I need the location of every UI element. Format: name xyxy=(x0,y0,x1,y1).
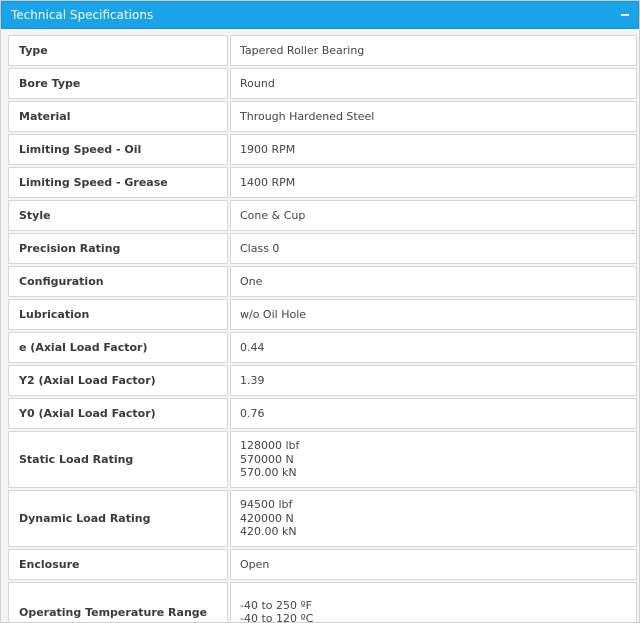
spec-value xyxy=(230,365,637,396)
spec-value-line: Tapered Roller Bearing xyxy=(240,43,365,57)
spec-label: Y0 (Axial Load Factor) xyxy=(8,398,228,429)
spec-label: Bore Type xyxy=(8,68,228,99)
spec-value xyxy=(230,101,637,132)
spec-row xyxy=(8,582,637,623)
spec-value-line: 570000 N xyxy=(240,452,294,466)
spec-value-line: 128000 lbf xyxy=(240,439,300,453)
spec-value-line: Round xyxy=(240,76,275,90)
spec-row xyxy=(8,233,637,264)
spec-row xyxy=(8,266,637,297)
spec-value-line: w/o Oil Hole xyxy=(240,307,307,321)
spec-row xyxy=(8,35,637,66)
spec-value xyxy=(230,200,637,231)
spec-value-line: One xyxy=(240,274,263,288)
spec-label: Limiting Speed - Grease xyxy=(8,167,228,198)
spec-value-line: 1400 RPM xyxy=(240,175,296,189)
spec-row xyxy=(8,398,637,429)
spec-label: Static Load Rating xyxy=(8,431,228,488)
spec-value-line: 420.00 kN xyxy=(240,525,297,539)
spec-label: Operating Temperature Range xyxy=(8,582,228,623)
specifications-table-body xyxy=(8,35,637,623)
spec-value xyxy=(230,68,637,99)
spec-label: Style xyxy=(8,200,228,231)
spec-value xyxy=(230,431,637,488)
spec-row xyxy=(8,299,637,330)
spec-label: Enclosure xyxy=(8,549,228,580)
spec-label: Configuration xyxy=(8,266,228,297)
spec-row xyxy=(8,549,637,580)
spec-row xyxy=(8,101,637,132)
spec-row xyxy=(8,200,637,231)
spec-value-line: 0.44 xyxy=(240,340,265,354)
spec-value-line: -40 to 120 ºC xyxy=(240,612,314,623)
spec-row xyxy=(8,167,637,198)
spec-value xyxy=(230,549,637,580)
spec-value xyxy=(230,490,637,547)
spec-label: Limiting Speed - Oil xyxy=(8,134,228,165)
spec-value-line: 94500 lbf xyxy=(240,498,293,512)
spec-value-line: 1.39 xyxy=(240,373,265,387)
spec-row xyxy=(8,134,637,165)
spec-label: Dynamic Load Rating xyxy=(8,490,228,547)
spec-value-line: Open xyxy=(240,557,270,571)
spec-value-line: Through Hardened Steel xyxy=(240,109,375,123)
spec-value-line: 420000 N xyxy=(240,511,294,525)
spec-row xyxy=(8,490,637,547)
spec-label: Type xyxy=(8,35,228,66)
specifications-table xyxy=(6,33,639,623)
spec-row xyxy=(8,68,637,99)
spec-value xyxy=(230,299,637,330)
spec-value-line: Class 0 xyxy=(240,241,280,255)
spec-label: Y2 (Axial Load Factor) xyxy=(8,365,228,396)
spec-row xyxy=(8,431,637,488)
panel-title: Technical Specifications xyxy=(11,8,154,22)
panel-header[interactable] xyxy=(1,1,639,29)
spec-row xyxy=(8,332,637,363)
spec-label: Material xyxy=(8,101,228,132)
spec-label: e (Axial Load Factor) xyxy=(8,332,228,363)
spec-value xyxy=(230,582,637,623)
spec-value-line: 0.76 xyxy=(240,406,265,420)
spec-value-line: 1900 RPM xyxy=(240,142,296,156)
minus-icon[interactable] xyxy=(620,10,630,20)
spec-value-line: 570.00 kN xyxy=(240,466,297,480)
spec-value-line: -40 to 250 ºF xyxy=(240,598,313,612)
spec-value xyxy=(230,266,637,297)
spec-label: Lubrication xyxy=(8,299,228,330)
spec-value xyxy=(230,233,637,264)
spec-value-line: Cone & Cup xyxy=(240,208,306,222)
spec-label: Precision Rating xyxy=(8,233,228,264)
spec-value xyxy=(230,398,637,429)
spec-value xyxy=(230,167,637,198)
spec-value xyxy=(230,134,637,165)
spec-row xyxy=(8,365,637,396)
spec-value xyxy=(230,332,637,363)
spec-value xyxy=(230,35,637,66)
